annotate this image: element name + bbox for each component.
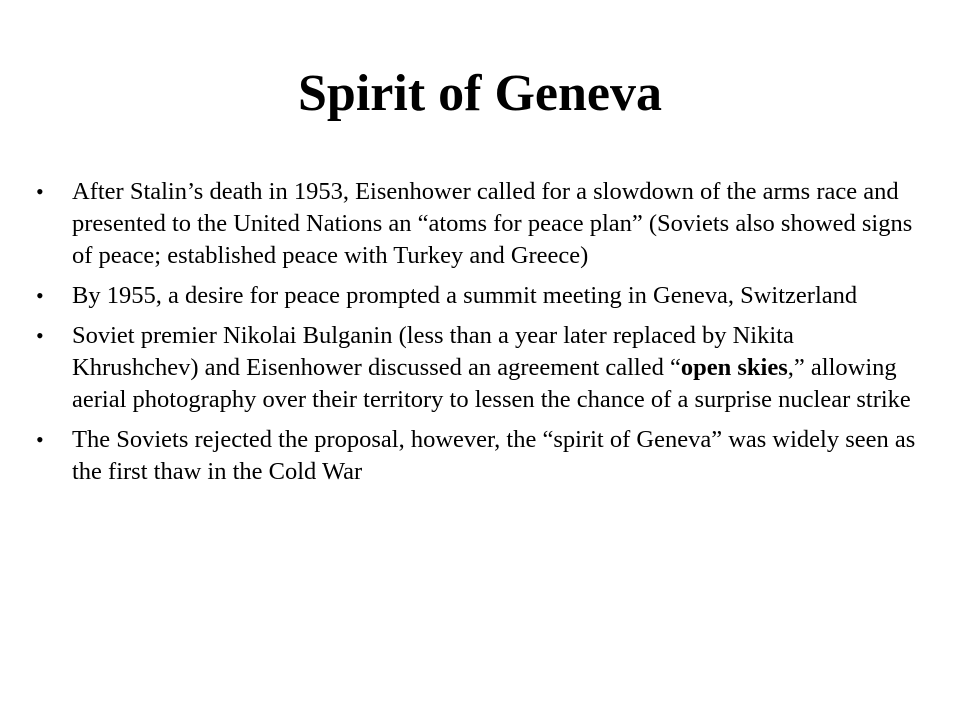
bullet-item: [36, 280, 916, 312]
bullet-text: [72, 178, 912, 269]
bullet-text-segment: Soviet premier Nikolai Bulganin (less than a year later replaced by Nikita Khrushchev) and Eisenhower discussed an agreement called “: [72, 322, 794, 381]
bullet-item: [36, 424, 916, 488]
bullet-item: [36, 176, 916, 272]
bullet-text: [72, 322, 911, 413]
bullet-text: [72, 426, 915, 485]
bullet-text-segment: By 1955, a desire for peace prompted a summit meeting in Geneva, Switzerland: [72, 282, 858, 309]
bullet-item: [36, 320, 916, 416]
bullet-marker: •: [36, 283, 44, 308]
bullet-marker: •: [36, 427, 44, 452]
bullet-text-emphasis: open skies: [680, 354, 788, 381]
bullet-text-segment: After Stalin’s death in 1953, Eisenhower called for a slowdown of the arms race and presented to the United Nations an “atoms for peace plan” (Soviets also showed signs of peace; established peace with Turkey and Greece): [72, 178, 913, 269]
bullet-text-segment: The Soviets rejected the proposal, however, the “spirit of Geneva” was widely seen as the first thaw in the Cold War: [72, 426, 916, 485]
slide-title: Spirit of Geneva: [298, 65, 662, 122]
bullet-list: [36, 176, 916, 496]
bullet-text-segment: ,” allowing aerial photography over their territory to lessen the chance of a surprise nuclear strike: [72, 354, 911, 413]
bullet-marker: •: [36, 323, 44, 348]
bullet-text: [72, 282, 857, 309]
bullet-marker: •: [36, 179, 44, 204]
